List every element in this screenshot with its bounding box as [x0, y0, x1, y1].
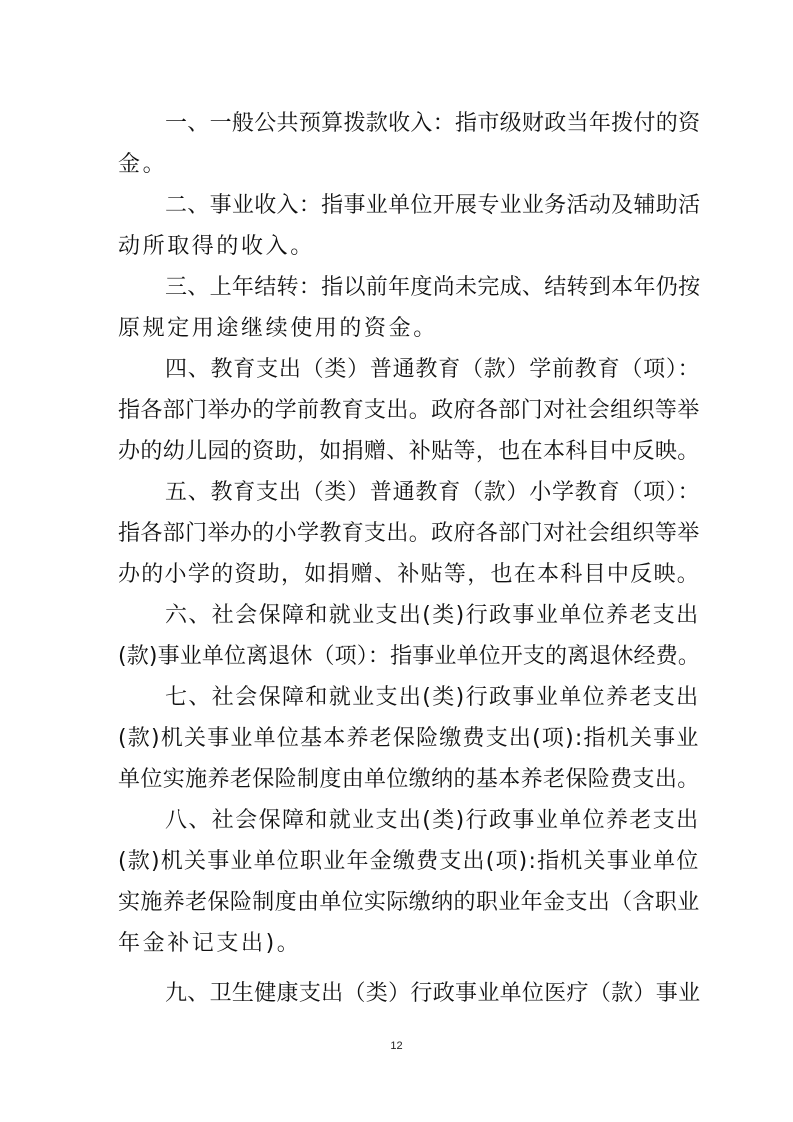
paragraph-2-line-2: 动所取得的收入。: [118, 234, 315, 259]
paragraph-6-line-1: 六、社会保障和就业支出(类)行政事业单位养老支出: [165, 603, 700, 628]
paragraph-3-line-2: 原规定用途继续使用的资金。: [118, 316, 438, 341]
page-number: 12: [390, 1040, 403, 1052]
paragraph-5-line-2: 指各部门举办的小学教育支出。政府各部门对社会组织等举: [118, 521, 700, 546]
paragraph-8-line-1: 八、社会保障和就业支出(类)行政事业单位养老支出: [165, 808, 700, 833]
paragraph-1-line-2: 金。: [118, 152, 168, 177]
paragraph-1-line-1: 一、一般公共预算拨款收入：指市级财政当年拨付的资: [165, 111, 701, 136]
paragraph-6-line-2: (款)事业单位离退休（项）：指事业单位开支的离退休经费。: [118, 644, 700, 669]
paragraph-5-line-1: 五、教育支出（类）普通教育（款）小学教育（项）：: [165, 480, 701, 505]
paragraph-7-line-1: 七、社会保障和就业支出(类)行政事业单位养老支出: [165, 685, 700, 710]
paragraph-7-line-2: (款)机关事业单位基本养老保险缴费支出(项):指机关事业: [118, 726, 700, 751]
paragraph-9-line-1: 九、卫生健康支出（类）行政事业单位医疗（款）事业: [165, 981, 701, 1006]
paragraph-4-line-1: 四、教育支出（类）普通教育（款）学前教育（项）：: [165, 357, 701, 382]
paragraph-3-line-1: 三、上年结转：指以前年度尚未完成、结转到本年仍按: [165, 275, 701, 300]
paragraph-8-line-4: 年金补记支出)。: [118, 931, 302, 956]
paragraph-2-line-1: 二、事业收入：指事业单位开展专业业务活动及辅助活: [165, 193, 701, 218]
paragraph-4-line-3: 办的幼儿园的资助，如捐赠、补贴等，也在本科目中反映。: [118, 439, 700, 464]
paragraph-4-line-2: 指各部门举办的学前教育支出。政府各部门对社会组织等举: [118, 398, 700, 423]
paragraph-8-line-3: 实施养老保险制度由单位实际缴纳的职业年金支出（含职业: [118, 890, 700, 915]
paragraph-7-line-3: 单位实施养老保险制度由单位缴纳的基本养老保险费支出。: [118, 767, 700, 792]
paragraph-8-line-2: (款)机关事业单位职业年金缴费支出(项):指机关事业单位: [118, 849, 700, 874]
paragraph-5-line-3: 办的小学的资助，如捐赠、补贴等，也在本科目中反映。: [118, 562, 701, 587]
